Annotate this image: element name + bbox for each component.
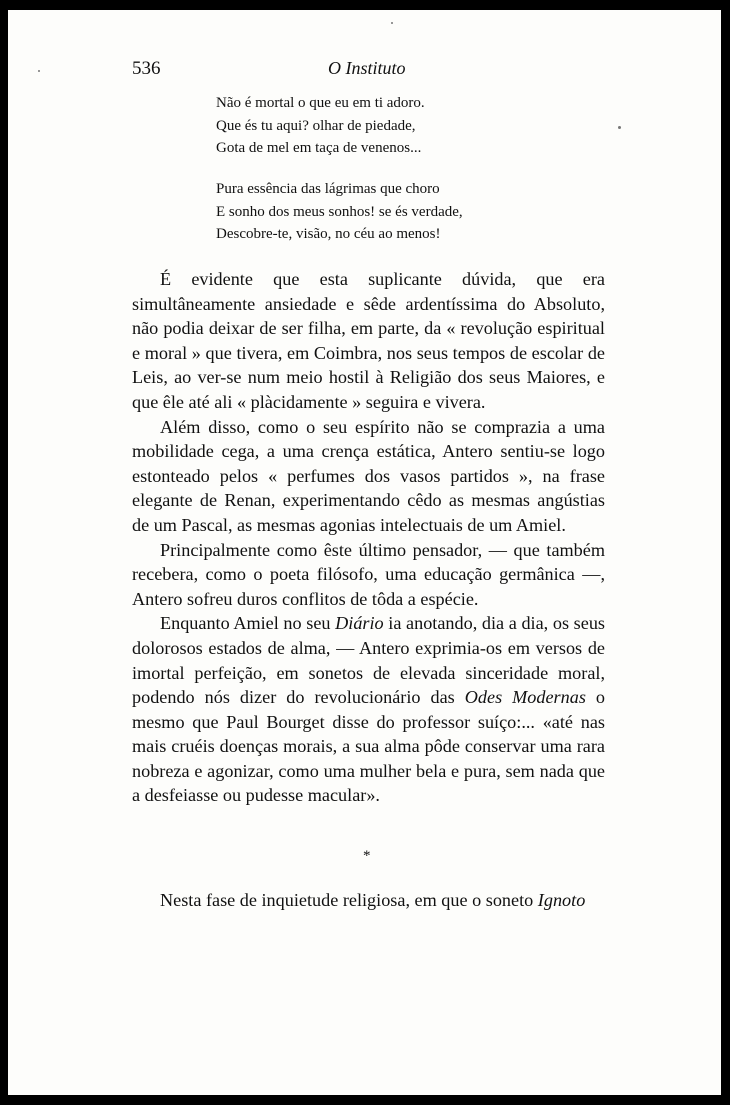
paragraph-3: Principalmente como êste último pensador, — que também recebera, como o poeta filósofo, uma educação germânica —, Antero sofreu duros conflitos de tôda a espécie. — [132, 539, 605, 609]
poem-stanza-1 — [216, 92, 546, 160]
paragraph-4-part-c: o mesmo que Paul Bourget disse do professor suíço:... «até nas mais cruéis doenças morais, a sua alma pôde conservar uma rara nobreza e agonizar, como uma mulher bela e pura, sem nada que a desfeiasse ou pudesse macular». — [132, 687, 606, 806]
diario-title: Diário — [335, 613, 384, 634]
paragraph-4 — [132, 611, 605, 808]
verse-line: Que és tu aqui? olhar de piedade, — [216, 117, 416, 134]
verse-line: Descobre-te, visão, no céu ao menos! — [216, 226, 441, 242]
verse-line: Não é mortal o que eu em ti adoro. — [216, 95, 425, 111]
paper-speck — [38, 70, 40, 72]
body-text — [132, 267, 605, 808]
paragraph-4-part-b: ia anotando, dia a dia, os seus dolorosos estados de alma, — Antero exprimia-os em versos de imortal perfeição, em sonetos de elevada sinceridade moral, podendo nós dizer do revolucionário das — [132, 613, 605, 708]
section-separator: * — [363, 848, 371, 864]
paper-speck — [618, 126, 621, 129]
ignoto-title: Ignoto — [537, 890, 586, 910]
running-title: O Instituto — [328, 58, 406, 78]
paragraph-2: Além disso, como o seu espírito não se comprazia a uma mobilidade cega, a uma crença estática, Antero sentiu-se logo estonteado pelos « perfumes dos vasos partidos », na frase elegante de Renan, experimentando cêdo as mesmas angústias de um Pascal, as mesmas agonias intelectuais de um Amiel. — [132, 416, 605, 535]
page-number: 536 — [132, 58, 161, 79]
paper-speck — [391, 22, 393, 24]
odes-modernas-title: Odes Modernas — [464, 687, 586, 708]
paragraph-1: É evidente que esta suplicante dúvida, que era simultâneamente ansiedade e sêde ardentíssima do Absoluto, não podia deixar de ser filha, em parte, da « revolução espiritual e moral » que tivera, em Coimbra, nos seus tempos de escolar de Leis, ao ver-se num meio hostil à Religião dos seus Maiores, e que êle até ali « plàcidamente » seguira e vivera. — [132, 269, 605, 412]
verse-line: E sonho dos meus sonhos! se és verdade, — [216, 203, 463, 220]
next-section-line — [160, 888, 610, 912]
poem-stanza-2 — [216, 178, 546, 246]
paragraph-4-part-a: Enquanto Amiel no seu — [160, 613, 336, 634]
verse-line: Pura essência das lágrimas que choro — [216, 181, 440, 197]
verse-line: Gota de mel em taça de venenos... — [216, 140, 422, 156]
page-header — [8, 58, 721, 88]
next-section-text: Nesta fase de inquietude religiosa, em que o soneto — [160, 890, 538, 910]
scanned-page — [8, 10, 721, 1095]
